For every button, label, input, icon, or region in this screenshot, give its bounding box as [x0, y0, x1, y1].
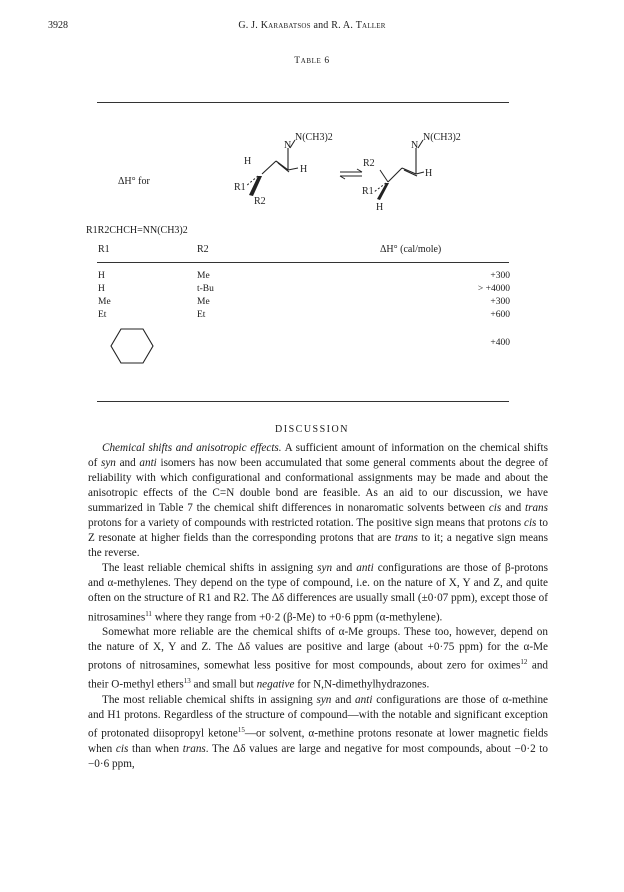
r2-right: R2: [363, 158, 375, 169]
h-bottom-right: H: [376, 202, 384, 210]
page-number: 3928: [48, 20, 68, 31]
paragraph-1: Chemical shifts and anisotropic effects. A sufficient amount of information on the chemical shifts of syn and anti isomers has now been accumulated that some general comments about the degree of reliability with which configurational and conformational assignments may be made and about the anisotropic effects of the C=N double bond are feasible. As an aid to our discussion, we have summarized in Table 7 the chemical shift differences in nonaromatic solvents between cis and trans protons for a variety of compounds with restricted rotation. The positive sign means that protons cis to Z resonate at higher fields than the corresponding protons that are trans to it; a negative sign means the reverse.: [88, 442, 549, 560]
table-cell-dh: > +4000: [477, 284, 510, 294]
col-header-dh: ΔH° (cal/mole): [380, 244, 442, 255]
table-cell-r1: Et: [98, 310, 107, 320]
paragraph-heading: Chemical shifts and anisotropic effects.: [102, 442, 282, 454]
r1-right: R1: [362, 186, 374, 197]
table-cell-dh: +600: [490, 310, 510, 320]
reference-13: 13: [183, 677, 191, 686]
table-bottom-rule: [97, 401, 509, 402]
discussion-body: [88, 441, 548, 772]
col-header-r2: R2: [197, 244, 209, 255]
author1-surname: Karabatsos: [260, 20, 311, 31]
structure-right: [362, 132, 461, 210]
authors-prefix: G. J.: [238, 20, 261, 31]
table-cell-dh: +300: [490, 271, 510, 281]
reference-15: 15: [237, 726, 245, 735]
header-rule: [97, 262, 509, 263]
r2-left: R2: [254, 196, 266, 207]
table-cell-r2: Et: [197, 310, 206, 320]
table-cell-r1: H: [98, 271, 105, 281]
h-top-left: H: [244, 156, 252, 167]
cyclohexyl-ring: [110, 327, 154, 365]
author2-surname: Taller: [355, 20, 386, 31]
table-top-rule: [97, 102, 509, 103]
n-atom-left: N: [284, 140, 292, 151]
col-header-r1: R1: [98, 244, 110, 255]
r1-left: R1: [234, 182, 246, 193]
nme2-group-right: N(CH3)2: [423, 132, 461, 143]
authors-mid: and R. A.: [310, 20, 356, 31]
table-cell-r1: H: [98, 284, 105, 294]
reference-12: 12: [520, 658, 528, 667]
equilibrium-structures: [220, 130, 520, 210]
h-right-right: H: [425, 168, 433, 179]
table-cell-r2: t-Bu: [197, 284, 214, 294]
running-head: [0, 20, 624, 31]
table-cell-dh: +400: [490, 338, 510, 348]
table-title: Table 6: [294, 56, 330, 66]
equilibrium-arrows: [340, 169, 362, 179]
section-title: DISCUSSION: [275, 424, 349, 435]
paragraph-3: Somewhat more reliable are the chemical shifts of α-Me groups. These too, however, depend on the nature of X, Y and Z. The Δδ values are positive and large (about +0·75 ppm) for the α-Me protons of nitrosamines, somewhat less positive for most compounds, about zero for oximes$^{12}$ and their O-methyl ethers$^{13}$ and small but negative for N,N-dimethylhydrazones.: [88, 626, 549, 691]
structure-left: [234, 132, 333, 207]
paragraph-2: The least reliable chemical shifts in assigning syn and anti configurations are those of β-protons and α-methylenes. They depend on the type of compound, i.e. on the nature of X, Y and Z, and quite often on the structure of R1 and R2. The Δδ differences are usually small (±0·07 ppm), except those of nitrosamines$^{11}$ where they range from +0·2 (β-Me) to +0·6 ppm (α-methylene).: [88, 562, 548, 624]
table-cell-dh: +300: [490, 297, 510, 307]
n-atom-right: N: [411, 140, 419, 151]
dh-for-label: ΔH° for: [118, 176, 150, 187]
table-cell-r1: Me: [98, 297, 111, 307]
table-cell-r2: Me: [197, 297, 210, 307]
nme2-group-left: N(CH3)2: [295, 132, 333, 143]
h-right-left: H: [300, 164, 308, 175]
compound-formula: R1R2CHCH=NN(CH3)2: [86, 225, 188, 236]
table-cell-r2: Me: [197, 271, 210, 281]
paragraph-4: The most reliable chemical shifts in assigning syn and anti configurations are those of α-methine and H1 protons. Regardless of the structure of compound—with the notable and significant exception of protonated diisopropyl ketone$^{15}$—or solvent, α-methine protons resonate at lower magnetic fields when cis than when trans. The Δδ values are large and negative for most compounds, about −0·2 to −0·6 ppm,: [88, 693, 549, 770]
reference-11: 11: [145, 609, 152, 618]
